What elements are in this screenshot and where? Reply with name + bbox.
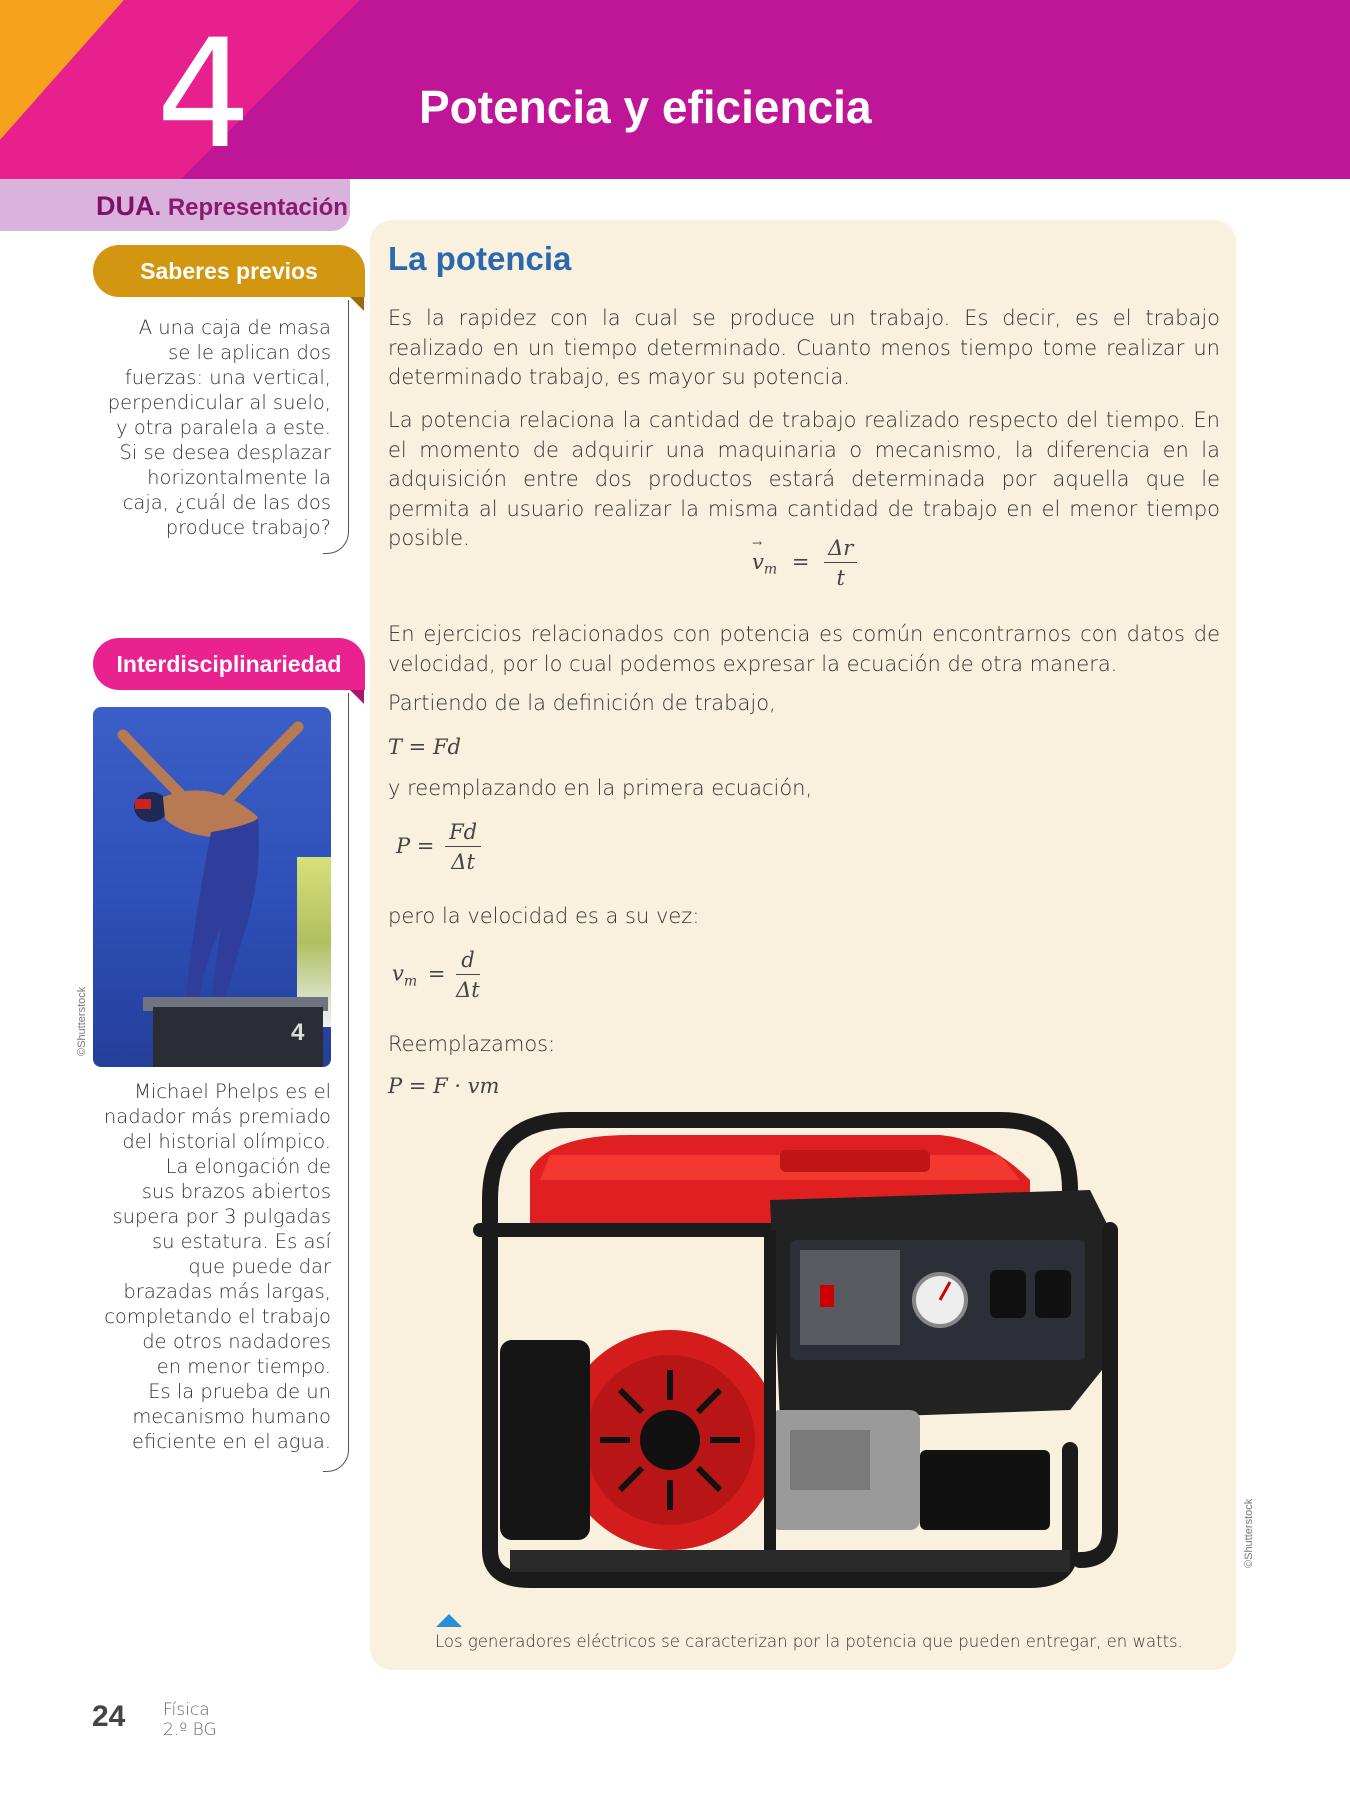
footer-grade: 2.º BG xyxy=(163,1720,217,1740)
saberes-line: A una caja de masa xyxy=(138,316,331,339)
eq-fraction xyxy=(445,820,481,874)
paragraph-relation: La potencia relaciona la cantidad de trabajo realizado respecto del tiempo. En el momento de adquirir una maquinaria o mecanismo, la diferencia en la adquisición entre dos productos estará determinada por aquella que le permita al usuario realizar la misma cantidad de trabajo en el menor tiempo posible. xyxy=(388,408,1220,550)
phelps-line: del historial olímpico. xyxy=(122,1130,331,1153)
page-number: 24 xyxy=(92,1700,126,1733)
equation-power-velocity: P = F · vm xyxy=(388,1074,500,1098)
dua-rest: . Representación xyxy=(154,194,348,221)
caption-triangle-icon xyxy=(436,1614,462,1627)
saberes-line: produce trabajo? xyxy=(165,516,331,539)
phelps-line: Michael Phelps es el xyxy=(134,1080,331,1103)
paragraph-definition: Es la rapidez con la cual se produce un trabajo. Es decir, es el trabajo realizado en un tiempo determinado. Cuanto menos tiempo tome realizar un determinado trabajo, es mayor su potencia. xyxy=(388,306,1220,389)
phelps-line: Es la prueba de un xyxy=(148,1380,331,1403)
phelps-line: sus brazos abiertos xyxy=(141,1180,331,1203)
phelps-line: en menor tiempo. xyxy=(156,1355,331,1378)
saberes-tag-fold xyxy=(350,297,364,311)
eq-sub: m xyxy=(403,973,418,990)
phelps-line: mecanismo humano xyxy=(132,1405,331,1428)
footer-subject xyxy=(163,1700,217,1740)
interdisciplinariedad-tag: Interdisciplinariedad xyxy=(93,638,365,690)
inter-tag-fold xyxy=(350,690,364,704)
phelps-line: brazadas más largas, xyxy=(123,1280,331,1303)
dua-bar xyxy=(0,179,350,231)
chapter-header xyxy=(0,0,1350,179)
unit-title: Potencia y eficiencia xyxy=(419,81,872,133)
phelps-line: completando el trabajo xyxy=(104,1305,331,1328)
saberes-line: caja, ¿cuál de las dos xyxy=(122,491,331,514)
text-partiendo: Partiendo de la definición de trabajo, xyxy=(388,691,776,715)
saberes-line: y otra paralela a este. xyxy=(116,416,331,439)
phelps-line: supera por 3 pulgadas xyxy=(112,1205,331,1228)
text-reemplazamos: Reemplazamos: xyxy=(388,1032,556,1056)
dua-strong: DUA xyxy=(96,191,155,221)
eq-denominator: Δt xyxy=(456,978,480,1002)
eq-numerator: Δr xyxy=(824,536,857,563)
eq-fraction xyxy=(824,536,857,590)
equation-mean-velocity xyxy=(752,536,857,590)
saberes-line: fuerzas: una vertical, xyxy=(124,366,331,389)
text-reemplazando: y reemplazando en la primera ecuación, xyxy=(388,776,813,800)
saberes-previos-text xyxy=(101,315,331,540)
eq-denominator: t xyxy=(836,566,845,590)
dua-label xyxy=(96,191,348,222)
block-number: 4 xyxy=(291,1019,305,1046)
photo-credit: ©Shutterstock xyxy=(76,986,88,1056)
eq-equals: = xyxy=(791,549,810,574)
equation-velocity xyxy=(392,948,480,1002)
phelps-text xyxy=(91,1079,331,1454)
phelps-line: La elongación de xyxy=(165,1155,331,1178)
paragraph-velocity: En ejercicios relacionados con potencia es común encontrarnos con datos de velocidad, por lo cual podemos expresar la ecuación de otra manera. xyxy=(388,622,1220,676)
eq-equals: = xyxy=(427,961,446,986)
phelps-line: su estatura. Es así xyxy=(151,1230,331,1253)
eq-numerator: d xyxy=(456,948,480,975)
generator-photo xyxy=(470,1110,1150,1600)
equation-power xyxy=(396,820,481,874)
phelps-line: nadador más premiado xyxy=(103,1105,331,1128)
saberes-previos-tag: Saberes previos xyxy=(93,245,365,297)
generator-caption: Los generadores eléctricos se caracterizan por la potencia que pueden entregar, en watts. xyxy=(435,1632,1183,1651)
phelps-line: que puede dar xyxy=(188,1255,331,1278)
saberes-line: Si se desea desplazar xyxy=(119,441,331,464)
generator-credit: ©Shutterstock xyxy=(1243,1498,1255,1568)
equation-work: T = Fd xyxy=(388,735,461,759)
eq-numerator: Fd xyxy=(445,820,481,847)
unit-number: 4 xyxy=(156,8,252,179)
footer-subject-name: Física xyxy=(163,1700,210,1720)
swimmer-photo xyxy=(93,707,331,1067)
phelps-line: de otros nadadores xyxy=(142,1330,331,1353)
eq-fraction xyxy=(456,948,480,1002)
section-title: La potencia xyxy=(388,240,572,277)
eq-lhs: v xyxy=(392,961,404,986)
saberes-line: se le aplican dos xyxy=(168,341,331,364)
phelps-line: eficiente en el agua. xyxy=(132,1430,331,1453)
saberes-line: perpendicular al suelo, xyxy=(107,391,331,414)
eq-lhs: P = xyxy=(396,833,435,858)
eq-lhs: → v xyxy=(752,550,764,574)
text-pero: pero la velocidad es a su vez: xyxy=(388,904,700,928)
eq-denominator: Δt xyxy=(451,850,475,874)
eq-sub: m xyxy=(763,561,778,578)
saberes-line: horizontalmente la xyxy=(147,466,331,489)
